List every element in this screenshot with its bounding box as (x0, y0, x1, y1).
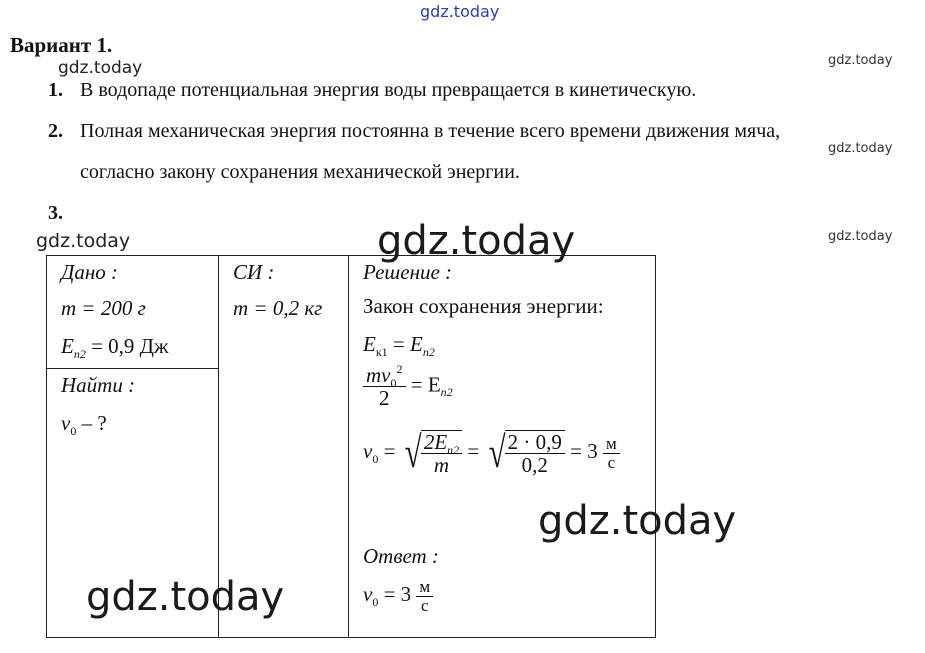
equation-kinetic: $\frac{mv_0^2}{2}$ = $E_{п2}$ (363, 364, 453, 409)
item-text-continued: согласно закону сохранения механической энергии. (80, 161, 520, 183)
watermark: gdz.today (86, 574, 285, 620)
watermark: gdz.today (36, 230, 131, 252)
item-number: 3. (48, 202, 63, 224)
item-number: 1. (48, 79, 63, 101)
sqrt: √ $\frac{2E_{п2}}{m}$ (401, 430, 462, 476)
solution-cell (349, 256, 656, 638)
find-velocity: $v_0$ – ? (61, 411, 107, 438)
answer-header: Ответ : (363, 544, 439, 568)
item-text: В водопаде потенциальная энергия воды превращается в кинетическую. (80, 79, 697, 101)
item-text: Полная механическая энергия постоянна в течение всего времени движения мяча, (80, 120, 781, 142)
law-text: Закон сохранения энергии: (363, 294, 604, 318)
watermark: gdz.today (377, 218, 576, 264)
given-mass: m = 200 г (61, 296, 146, 320)
watermark: gdz.today (538, 498, 737, 544)
given-cell (47, 256, 219, 369)
watermark: gdz.today (58, 58, 143, 78)
watermark: gdz.today (828, 141, 893, 156)
given-energy: $E_{п2} = 0,9$ Дж (61, 334, 169, 361)
equation-velocity: $v_0$ = √ $\frac{2E_{п2}}{m}$ = √ $\frac{2 \cdot 0,9}{0,2}$ = 3 $\frac{м}{с}$ (363, 430, 620, 476)
unit-fraction: $\frac{м}{с}$ (603, 435, 620, 472)
equation-energy: $E_{к1} = E_{п2}$ (363, 332, 435, 359)
solution-header: Решение : (363, 260, 453, 284)
sqrt: √ $\frac{2 \cdot 0,9}{0,2}$ (485, 430, 565, 476)
si-header: СИ : (233, 260, 275, 284)
si-mass: m = 0,2 кг (233, 296, 323, 320)
find-header: Найти : (61, 373, 136, 397)
watermark: gdz.today (828, 53, 893, 68)
answer-value: $v_0 = 3$ $\frac{м}{с}$ (363, 578, 433, 615)
item-number: 2. (48, 120, 63, 142)
fraction: $\frac{mv_0^2}{2}$ (363, 364, 406, 409)
variant-title: Вариант 1. (10, 33, 113, 57)
watermark: gdz.today (828, 229, 893, 244)
watermark-top: gdz.today (420, 2, 500, 21)
given-header: Дано : (61, 260, 119, 284)
unit-fraction: $\frac{м}{с}$ (416, 578, 433, 615)
